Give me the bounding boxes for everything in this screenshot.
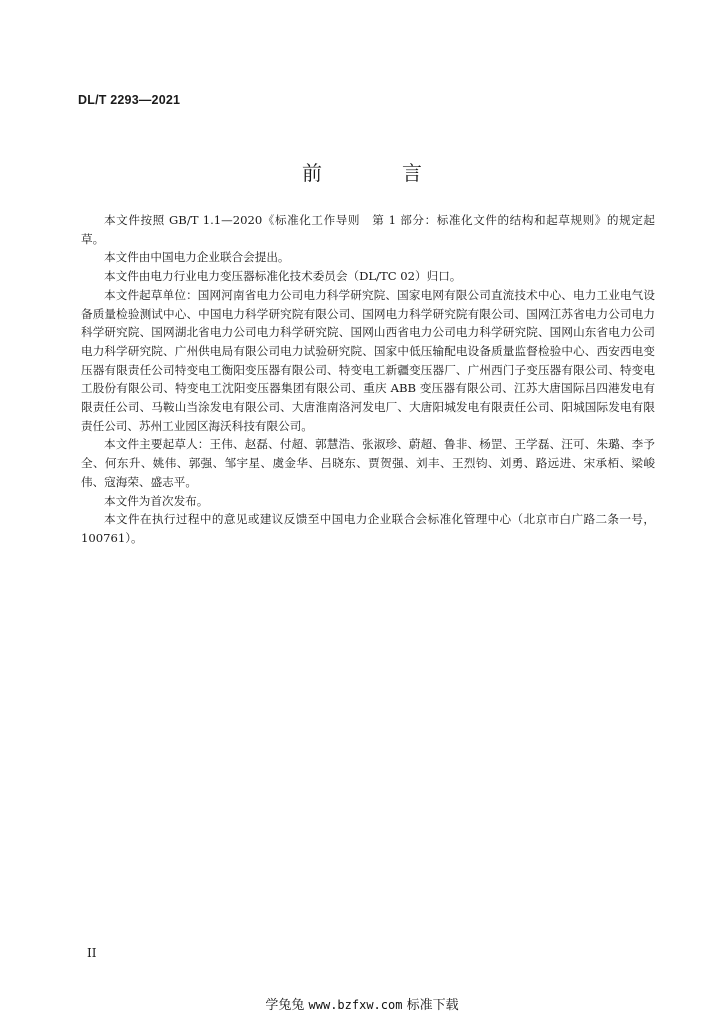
paragraph-first-release: 本文件为首次发布。 [104,493,209,508]
watermark-site-name: 学兔兔 [265,998,305,1013]
paragraph-main-drafters: 本文件主要起草人：王伟、赵磊、付超、郭慧浩、张淑珍、蔚超、鲁非、杨罡、王学磊、汪可、朱璐、李予全、何东升、姚伟、郭强、邹宇星、虞金华、吕晓东、贾贺强、刘丰、王烈钧、刘勇、路远进、宋承栢、梁峻伟、寇海荣、盛志平。 [81,437,655,489]
paragraph-technical-committee: 本文件由电力行业电力变压器标准化技术委员会（DL/TC 02）归口。 [104,269,462,284]
paragraph-drafting-units: 本文件起草单位：国网河南省电力公司电力科学研究院、国家电网有限公司直流技术中心、电力工业电气设备质量检验测试中心、中国电力科学研究院有限公司、国网电力科学研究院有限公司、国网江苏省电力公司电力科学研究院、国网湖北省电力公司电力科学研究院、国网山西省电力公司电力科学研究院、国网山东省电力公司电力科学研究院、广州供电局有限公司电力试验研究院、国家中低压输配电设备质量监督检验中心、西安西电变压器有限责任公司特变电工衡阳变压器有限公司、特变电工新疆变压器厂、广州西门子变压器有限公司、特变电工股份有限公司、特变电工沈阳变压器集团有限公司、重庆 ABB 变压器有限公司、江苏大唐国际吕四港发电有限责任公司、马鞍山当涂发电有限公司、大唐淮南洛河发电厂、大唐阳城发电有限责任公司、阳城国际发电有限责任公司、苏州工业园区海沃科技有限公司。 [81,287,655,433]
document-code: DL/T 2293—2021 [78,93,181,107]
watermark-label: 标准下载 [406,998,459,1013]
paragraph-drafting-basis: 本文件按照 GB/T 1.1—2020《标准化工作导则 第 1 部分：标准化文件的结构和起草规则》的规定起草。 [81,213,655,246]
watermark [0,994,724,1013]
page-number: II [87,946,97,960]
paragraph-feedback: 本文件在执行过程中的意见或建议反馈至中国电力企业联合会标准化管理中心（北京市白广路二条一号，100761）。 [81,512,655,545]
foreword-body [81,211,655,548]
watermark-url: www.bzfxw.com [308,998,403,1012]
page-title: 前 言 [302,161,452,185]
paragraph-proposer: 本文件由中国电力企业联合会提出。 [104,250,290,265]
